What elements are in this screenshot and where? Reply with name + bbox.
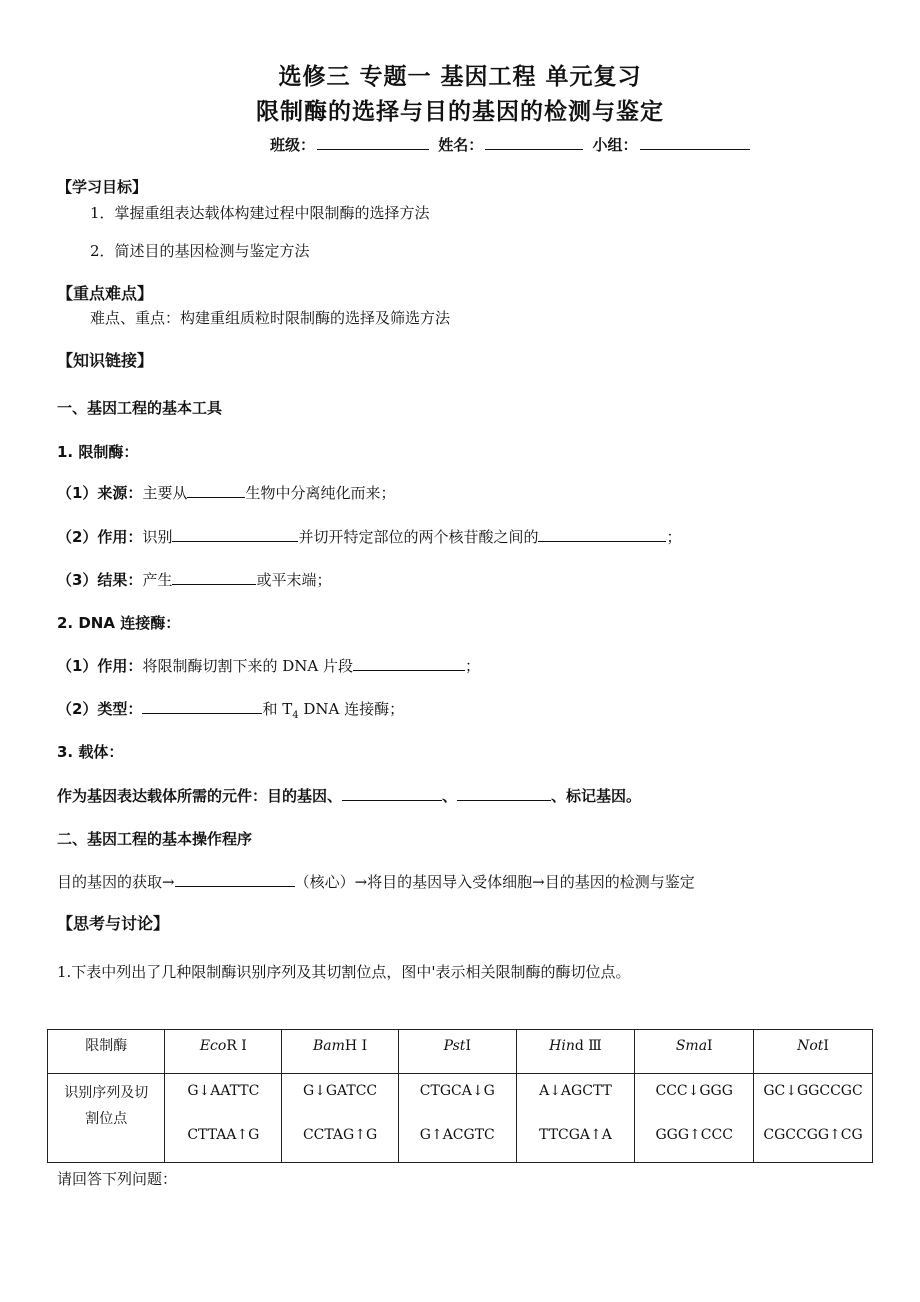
function-text-a: 识别 — [142, 528, 173, 546]
sequence-cell — [282, 1074, 399, 1163]
enzyme-name-cell — [398, 1030, 516, 1074]
enzyme-name-cell — [282, 1030, 399, 1074]
row-label-line-1: 识别序列及切 — [64, 1085, 149, 1101]
ligase-type-blank[interactable] — [142, 698, 262, 714]
name-blank[interactable] — [485, 135, 583, 150]
sequence-cell — [398, 1074, 516, 1163]
section-1-title: 一、基因工程的基本工具 — [57, 399, 223, 417]
objectives-heading: 【学习目标】 — [57, 178, 148, 196]
sequence-cell — [754, 1074, 873, 1163]
ligase-type-sub: 4 — [292, 710, 299, 721]
enzyme-name-italic: Not — [797, 1038, 824, 1054]
group-label: 小组： — [592, 136, 638, 154]
ligase-type-text-a: 和 T — [262, 700, 293, 718]
sequence-top: CTGCA↓G — [419, 1083, 495, 1099]
function-blank-2[interactable] — [538, 526, 666, 542]
vector-title: 3. 载体： — [57, 743, 124, 761]
ligase-function-text-b: ； — [464, 657, 480, 675]
enzyme-name-italic: Eco — [199, 1038, 227, 1054]
enzyme-name-rest: Ⅰ — [707, 1038, 713, 1054]
row-label-text — [48, 1074, 164, 1132]
enzyme-name-italic: Pst — [443, 1038, 466, 1054]
sequence-cell — [516, 1074, 635, 1163]
sequence-top: G↓GATCC — [302, 1083, 378, 1099]
ligase-function-text-a: 将限制酶切割下来的 DNA 片段 — [142, 657, 353, 675]
vector-text-a: 作为基因表达载体所需的元件：目的基因、 — [57, 787, 343, 805]
enzyme-name-cell — [516, 1030, 635, 1074]
enzyme-name-rest: d Ⅲ — [574, 1038, 602, 1054]
table-row-label — [48, 1074, 165, 1163]
restriction-enzyme-table — [47, 1029, 873, 1163]
ligase-function-label: （1）作用： — [57, 657, 143, 675]
sequence-bottom: TTCGA↑A — [539, 1127, 612, 1143]
result-label: （3）结果： — [57, 571, 143, 589]
table-row — [48, 1030, 873, 1074]
row-label-line-2: 割位点 — [85, 1111, 128, 1127]
sequence-bottom: CCTAG↑G — [302, 1127, 378, 1143]
function-label: （2）作用： — [57, 528, 143, 546]
objective-item-1: 1．掌握重组表达载体构建过程中限制酶的选择方法 — [90, 204, 430, 222]
key-points-text: 难点、重点：构建重组质粒时限制酶的选择及筛选方法 — [90, 309, 451, 327]
vector-text-c: 、标记基因。 — [551, 787, 642, 805]
ligase-function-blank[interactable] — [353, 655, 465, 671]
class-info-line — [270, 134, 754, 155]
sequence-top: CCC↓GGG — [655, 1083, 733, 1099]
sequence-bottom: GGG↑CCC — [655, 1127, 733, 1143]
result-text-b: 或平末端； — [256, 571, 332, 589]
objective-item-2: 2．简述目的基因检测与鉴定方法 — [90, 242, 310, 260]
enzyme-name-cell — [165, 1030, 282, 1074]
source-label: （1）来源： — [57, 484, 143, 502]
sequence-bottom: CTTAA↑G — [187, 1127, 260, 1143]
ligase-type-line — [57, 698, 404, 721]
enzyme-name-italic: Sma — [675, 1038, 708, 1054]
source-text-b: 生物中分离纯化而来； — [245, 484, 396, 502]
enzyme-name-rest: Ⅰ — [465, 1038, 471, 1054]
title-line-1: 选修三 专题一 基因工程 单元复习 — [278, 64, 642, 90]
vector-text-b: 、 — [442, 787, 458, 805]
sequence-top: A↓AGCTT — [539, 1083, 612, 1099]
vector-blank-2[interactable] — [457, 785, 551, 801]
restriction-title: 1. 限制酶： — [57, 443, 139, 461]
ligase-type-label: （2）类型： — [57, 700, 143, 718]
ligase-function-line — [57, 655, 480, 676]
restriction-source-line — [57, 482, 395, 503]
sequence-top: G↓AATTC — [187, 1083, 260, 1099]
question-1: 1.下表中列出了几种限制酶识别序列及其切割位点，图中'表示相关限制酶的酶切位点。 — [57, 963, 631, 981]
result-blank[interactable] — [172, 569, 256, 585]
result-text-a: 产生 — [142, 571, 173, 589]
sequence-cell — [165, 1074, 282, 1163]
name-label: 姓名： — [438, 136, 484, 154]
procedure-text-b: （核心）→将目的基因导入受体细胞→目的基因的检测与鉴定 — [294, 873, 695, 891]
restriction-result-line — [57, 569, 331, 590]
enzyme-name-rest: H Ⅰ — [344, 1038, 368, 1054]
procedure-blank[interactable] — [175, 871, 295, 887]
restriction-function-line — [57, 526, 682, 547]
vector-text-line — [57, 785, 641, 806]
ligase-title: 2. DNA 连接酶： — [57, 614, 181, 632]
sequence-top: GC↓GGCCGC — [763, 1083, 863, 1099]
enzyme-name-italic: Hin — [549, 1038, 575, 1054]
source-text-a: 主要从 — [142, 484, 188, 502]
vector-blank-1[interactable] — [342, 785, 442, 801]
enzyme-name-cell — [635, 1030, 754, 1074]
key-points-heading: 【重点难点】 — [57, 284, 154, 303]
function-text-c: ； — [666, 528, 682, 546]
discussion-heading: 【思考与讨论】 — [57, 914, 170, 933]
procedure-text-a: 目的基因的获取→ — [57, 873, 175, 891]
sequence-bottom: G↑ACGTC — [419, 1127, 495, 1143]
followup-prompt: 请回答下列问题： — [57, 1170, 178, 1188]
enzyme-name-italic: Bam — [312, 1038, 345, 1054]
enzyme-name-rest: R Ⅰ — [226, 1038, 247, 1054]
function-text-b: 并切开特定部位的两个核苷酸之间的 — [298, 528, 539, 546]
group-blank[interactable] — [640, 135, 750, 150]
procedure-line — [57, 871, 695, 892]
title-line-2: 限制酶的选择与目的基因的检测与鉴定 — [256, 99, 664, 125]
table-header-label: 限制酶 — [48, 1030, 165, 1074]
ligase-type-text-b: DNA 连接酶； — [298, 700, 405, 718]
sequence-cell — [635, 1074, 754, 1163]
class-label: 班级： — [270, 136, 316, 154]
class-blank[interactable] — [317, 135, 429, 150]
table-row — [48, 1074, 873, 1163]
section-2-title: 二、基因工程的基本操作程序 — [57, 830, 253, 848]
sequence-bottom: CGCCGG↑CG — [763, 1127, 863, 1143]
enzyme-name-cell — [754, 1030, 873, 1074]
function-blank-1[interactable] — [172, 526, 298, 542]
knowledge-heading: 【知识链接】 — [57, 351, 154, 370]
enzyme-name-rest: Ⅰ — [823, 1038, 829, 1054]
source-blank[interactable] — [187, 482, 245, 498]
